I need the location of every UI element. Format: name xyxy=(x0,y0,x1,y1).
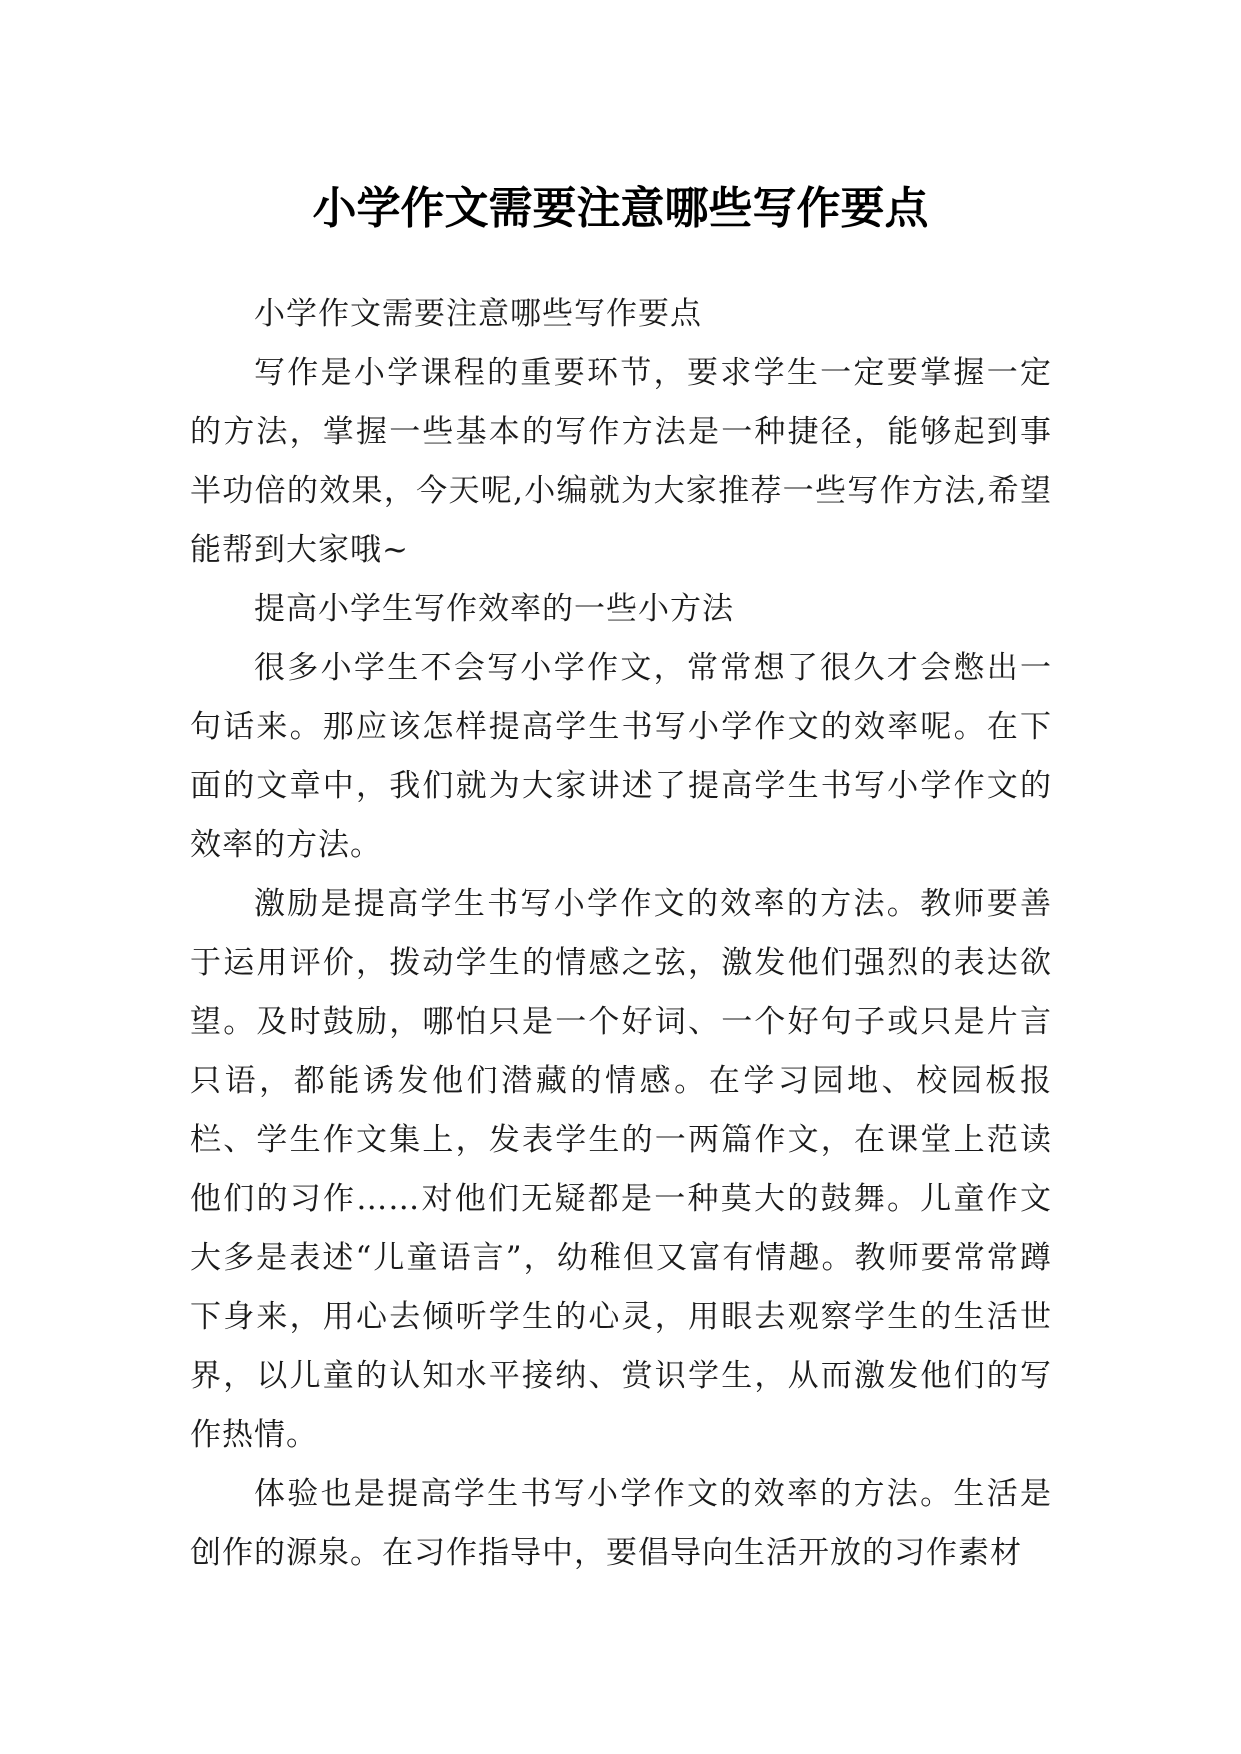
paragraph-problem: 很多小学生不会写小学作文，常常想了很久才会憋出一句话来。那应该怎样提高学生书写小学作文的效率呢。在下面的文章中，我们就为大家讲述了提高学生书写小学作文的效率的方法。 xyxy=(190,650,1052,863)
document-title: 小学作文需要注意哪些写作要点 xyxy=(312,183,929,235)
paragraph-section-heading: 提高小学生写作效率的一些小方法 xyxy=(254,591,734,627)
paragraph-experience: 体验也是提高学生书写小学作文的效率的方法。生活是创作的源泉。在习作指导中，要倡导向生活开放的习作素材 xyxy=(190,1476,1052,1571)
document-body xyxy=(190,285,1052,1583)
paragraph-intro: 写作是小学课程的重要环节，要求学生一定要掌握一定的方法，掌握一些基本的写作方法是一种捷径，能够起到事半功倍的效果，今天呢,小编就为大家推荐一些写作方法,希望能帮到大家哦~ xyxy=(190,355,1052,568)
paragraph-subtitle: 小学作文需要注意哪些写作要点 xyxy=(254,296,702,332)
paragraph-encouragement: 激励是提高学生书写小学作文的效率的方法。教师要善于运用评价，拨动学生的情感之弦，激发他们强烈的表达欲望。及时鼓励，哪怕只是一个好词、一个好句子或只是片言只语，都能诱发他们潜藏的情感。在学习园地、校园板报栏、学生作文集上，发表学生的一两篇作文，在课堂上范读他们的习作……对他们无疑都是一种莫大的鼓舞。儿童作文大多是表述“儿童语言”，幼稚但又富有情趣。教师要常常蹲下身来，用心去倾听学生的心灵，用眼去观察学生的生活世界，以儿童的认知水平接纳、赏识学生，从而激发他们的写作热情。 xyxy=(190,886,1052,1453)
